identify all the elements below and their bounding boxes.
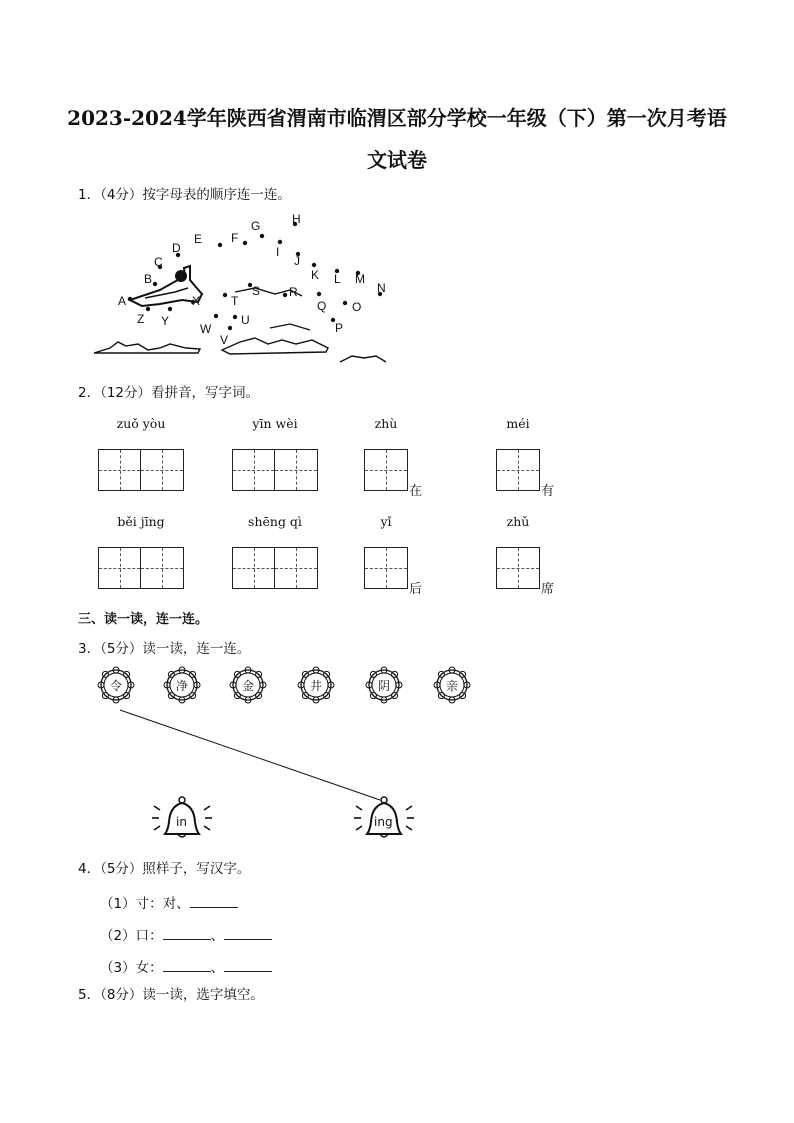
letter-b: B <box>144 272 153 286</box>
pinyin-yi: yǐ <box>380 514 392 529</box>
bell-ing-label: ing <box>374 815 393 829</box>
q4-item-2-blank-1[interactable] <box>163 925 211 940</box>
flower-char-qin <box>434 667 470 703</box>
pinyin-zhu: zhù <box>374 416 398 431</box>
letter-a: A <box>118 294 127 308</box>
char-jing-clean: 净 <box>176 679 189 693</box>
suffix-zai: 在 <box>409 484 423 499</box>
pinyin-mei: méi <box>506 416 530 431</box>
writing-grid-beijing[interactable] <box>98 547 184 593</box>
question-5-label: 5．（8分）读一读，选字填空。 <box>78 987 264 1003</box>
q4-item-2 <box>100 924 272 944</box>
letter-w: W <box>200 322 212 336</box>
letter-e: E <box>194 232 203 246</box>
letter-j: J <box>294 254 300 268</box>
exam-title-line1: 2023-2024学年陕西省渭南市临渭区部分学校一年级（下）第一次月考语 <box>67 106 727 130</box>
q4-item-3-blank-2[interactable] <box>224 957 272 972</box>
char-jin: 金 <box>242 679 255 693</box>
mountain-left <box>94 342 200 353</box>
q4-item-3-prefix: （3）女： <box>100 960 163 976</box>
char-ling: 令 <box>110 679 123 693</box>
char-jing-well: 井 <box>310 679 323 693</box>
water-line-2 <box>270 324 310 330</box>
question-1-label: 1．（4分）按字母表的顺序连一连。 <box>78 187 291 203</box>
letter-m: M <box>355 272 365 286</box>
letter-n: N <box>377 281 386 295</box>
letter-k: K <box>311 268 320 282</box>
alphabet-connect-figure <box>90 210 390 370</box>
question-3-label: 3．（5分）读一读，连一连。 <box>78 641 251 657</box>
letter-u: U <box>241 313 250 327</box>
letter-z: Z <box>137 312 145 326</box>
letter-l: L <box>334 272 341 286</box>
letter-o: O <box>352 300 362 314</box>
writing-grid-yinwei[interactable] <box>232 449 318 495</box>
flower-char-yin <box>366 667 402 703</box>
q4-item-3-separator: 、 <box>210 960 225 976</box>
pinyin-zuoyou: zuǒ yòu <box>116 416 166 431</box>
suffix-you: 有 <box>541 484 555 499</box>
letter-t: T <box>231 294 239 308</box>
question-4-label: 4．（5分）照样子，写汉字。 <box>78 861 251 877</box>
q4-item-3-blank-1[interactable] <box>163 957 211 972</box>
q4-item-1-blank-1[interactable] <box>190 893 238 908</box>
char-yin: 阴 <box>378 679 391 693</box>
letter-r: R <box>289 285 298 299</box>
writing-grid-mei[interactable] <box>496 449 540 495</box>
bell-ing <box>354 797 414 837</box>
flower-char-jing-clean <box>164 667 200 703</box>
flower-char-ling <box>98 667 134 703</box>
mountain-right <box>340 356 386 362</box>
letter-s: S <box>252 284 261 298</box>
letter-g: G <box>251 219 261 233</box>
writing-grid-zhu[interactable] <box>364 449 408 495</box>
mountain-middle <box>222 338 328 354</box>
letter-y: Y <box>161 314 170 328</box>
section-3-heading: 三、读一读，连一连。 <box>78 612 209 627</box>
writing-grid-yi[interactable] <box>364 547 408 593</box>
letter-i: I <box>276 245 280 259</box>
match-figure <box>90 664 510 864</box>
bird-head <box>175 270 187 282</box>
example-connection-line <box>120 710 380 800</box>
q4-item-1 <box>100 892 238 912</box>
flower-char-jing-well <box>298 667 334 703</box>
letter-f: F <box>231 231 239 245</box>
letter-v: V <box>220 333 229 347</box>
bell-in <box>152 797 212 837</box>
letter-c: C <box>154 255 163 269</box>
question-2-label: 2．（12分）看拼音，写字词。 <box>78 385 260 401</box>
letter-x: X <box>192 294 201 308</box>
suffix-xi: 席 <box>541 582 555 597</box>
char-qin: 亲 <box>446 679 459 693</box>
pinyin-yinwei: yīn wèi <box>252 416 298 431</box>
q4-item-2-blank-2[interactable] <box>224 925 272 940</box>
writing-grid-shengqi[interactable] <box>232 547 318 593</box>
writing-grid-zhu3[interactable] <box>496 547 540 593</box>
letter-d: D <box>172 241 181 255</box>
q4-item-3 <box>100 956 272 976</box>
letter-h: H <box>292 212 301 226</box>
letter-q: Q <box>317 299 327 313</box>
q4-item-2-prefix: （2）口： <box>100 928 163 944</box>
pinyin-zhu3: zhǔ <box>506 514 530 529</box>
suffix-hou: 后 <box>409 582 423 597</box>
exam-title-line2: 文试卷 <box>367 148 427 172</box>
pinyin-shengqi: shēng qì <box>248 514 302 529</box>
q4-item-1-prefix: （1）寸：对、 <box>100 896 190 912</box>
pinyin-beijing: běi jīng <box>117 514 165 529</box>
bell-in-label: in <box>176 815 187 829</box>
writing-grid-zuoyou[interactable] <box>98 449 184 495</box>
letter-p: P <box>335 321 344 335</box>
flower-char-jin <box>230 667 266 703</box>
q4-item-2-separator: 、 <box>210 928 225 944</box>
